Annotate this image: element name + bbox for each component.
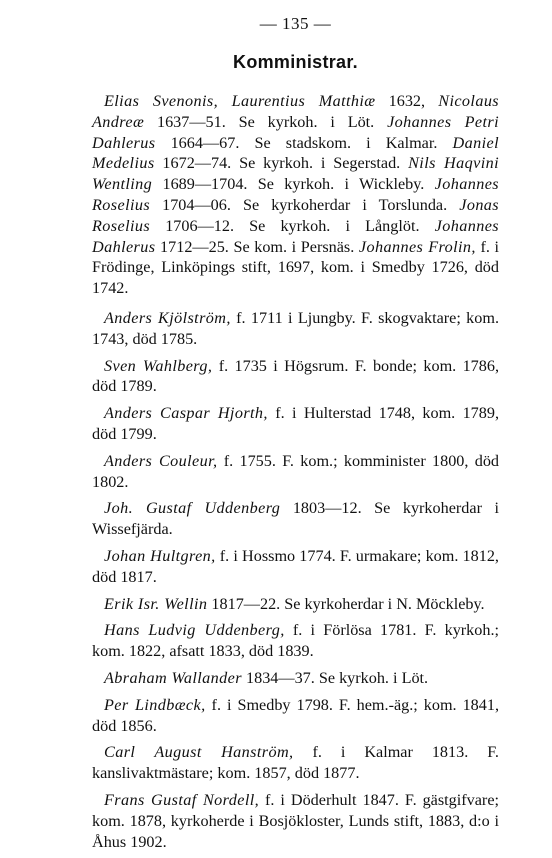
entry-text: 1706—12. Se kyrkoh. i Långlöt. (150, 216, 435, 235)
entry-list (92, 91, 499, 858)
person-name: Johannes Dahlerus (92, 216, 499, 256)
entry-text: f. i Frödinge, Linköpings stift, 1697, kom. i Smedby 1726, död 1742. (92, 237, 500, 298)
entry-text: f. i Döderhult 1847. F. gästgifvare; kom. 1878, kyrkoherde i Bosjökloster, Lunds stift, 1883, d:o i Åhus 1902. (92, 790, 499, 851)
entry-text: f. 1755. F. kom.; komminister 1800, död 1802. (92, 451, 500, 491)
page-number: — 135 — (259, 14, 332, 33)
list-item (92, 451, 499, 493)
person-name: Hans Ludvig Uddenberg, (104, 621, 285, 640)
person-name: Abraham Wallander (104, 668, 242, 687)
list-item (92, 91, 499, 299)
entry-text: 1803—12. Se kyrkoherdar i Wissefjärda. (92, 499, 499, 539)
list-item (92, 695, 499, 737)
entry-text: 1664—67. Se stadskom. i Kalmar. (155, 133, 453, 152)
person-name: Elias Svenonis, Laurentius Matthiæ (104, 92, 376, 110)
section-heading: Komministrar. (233, 52, 358, 72)
entry-text: 1689—1704. Se kyrkoh. i Wickleby. (152, 175, 435, 194)
entry-text: 1712—25. Se kom. i Persnäs. (155, 237, 359, 256)
person-name: Nicolaus Andreæ (92, 92, 500, 131)
person-name: Johannes Frolin, (358, 237, 476, 256)
person-name: Johannes Roselius (92, 175, 499, 214)
list-item (92, 790, 499, 852)
list-item (92, 742, 499, 784)
list-item (92, 308, 499, 350)
entry-text: f. 1711 i Ljungby. F. skogvaktare; kom. 1743, död 1785. (92, 308, 499, 348)
person-name: Sven Wahlberg, (104, 356, 213, 375)
list-item (92, 594, 499, 615)
person-name: Nils Haqvini Wentling (92, 154, 499, 194)
entry-text: f. i Smedby 1798. F. hem.-äg.; kom. 1841, död 1856. (92, 695, 499, 735)
entry-text: f. i Hossmo 1774. F. urmakare; kom. 1812, död 1817. (92, 546, 499, 586)
person-name: Per Lindbæck, (104, 695, 206, 714)
person-name: Anders Caspar Hjorth, (104, 404, 268, 423)
entry-text: 1632, (375, 92, 439, 110)
person-name: Joh. Gustaf Uddenberg (104, 499, 281, 518)
entry-text: 1704—06. Se kyrkoherdar i Torslunda. (150, 195, 460, 214)
person-name: Johannes Petri Dahlerus (92, 112, 499, 152)
person-name: Erik Isr. Wellin (104, 594, 208, 613)
entry-text: f. i Kalmar 1813. F. kanslivaktmästare; kom. 1857, död 1877. (92, 743, 499, 783)
list-item (92, 546, 499, 588)
entry-text: f. i Hulterstad 1748, kom. 1789, död 1799. (92, 404, 499, 443)
person-name: Johan Hultgren, (104, 546, 216, 565)
person-name: Jonas Roselius (92, 195, 499, 235)
list-item (92, 668, 499, 689)
person-name: Anders Kjölström, (104, 308, 231, 327)
entry-text: f. i Förlösa 1781. F. kyrkoh.; kom. 1822, afsatt 1833, död 1839. (92, 621, 500, 661)
entry-text: f. 1735 i Högsrum. F. bonde; kom. 1786, död 1789. (92, 356, 499, 396)
person-name: Daniel Medelius (92, 133, 499, 173)
person-name: Anders Couleur, (104, 451, 218, 470)
list-item (92, 403, 499, 445)
entry-text: 1817—22. Se kyrkoherdar i N. Möckleby. (207, 594, 485, 613)
list-item (92, 498, 499, 540)
person-name: Frans Gustaf Nordell, (104, 790, 260, 809)
entry-text: 1672—74. Se kyrkoh. i Segerstad. (154, 154, 409, 173)
list-item (92, 620, 499, 662)
list-item (92, 356, 499, 398)
person-name: Carl August Hanström, (104, 743, 294, 762)
entry-text: 1637—51. Se kyrkoh. i Löt. (144, 112, 388, 131)
entry-text: 1834—37. Se kyrkoh. i Löt. (241, 668, 429, 687)
